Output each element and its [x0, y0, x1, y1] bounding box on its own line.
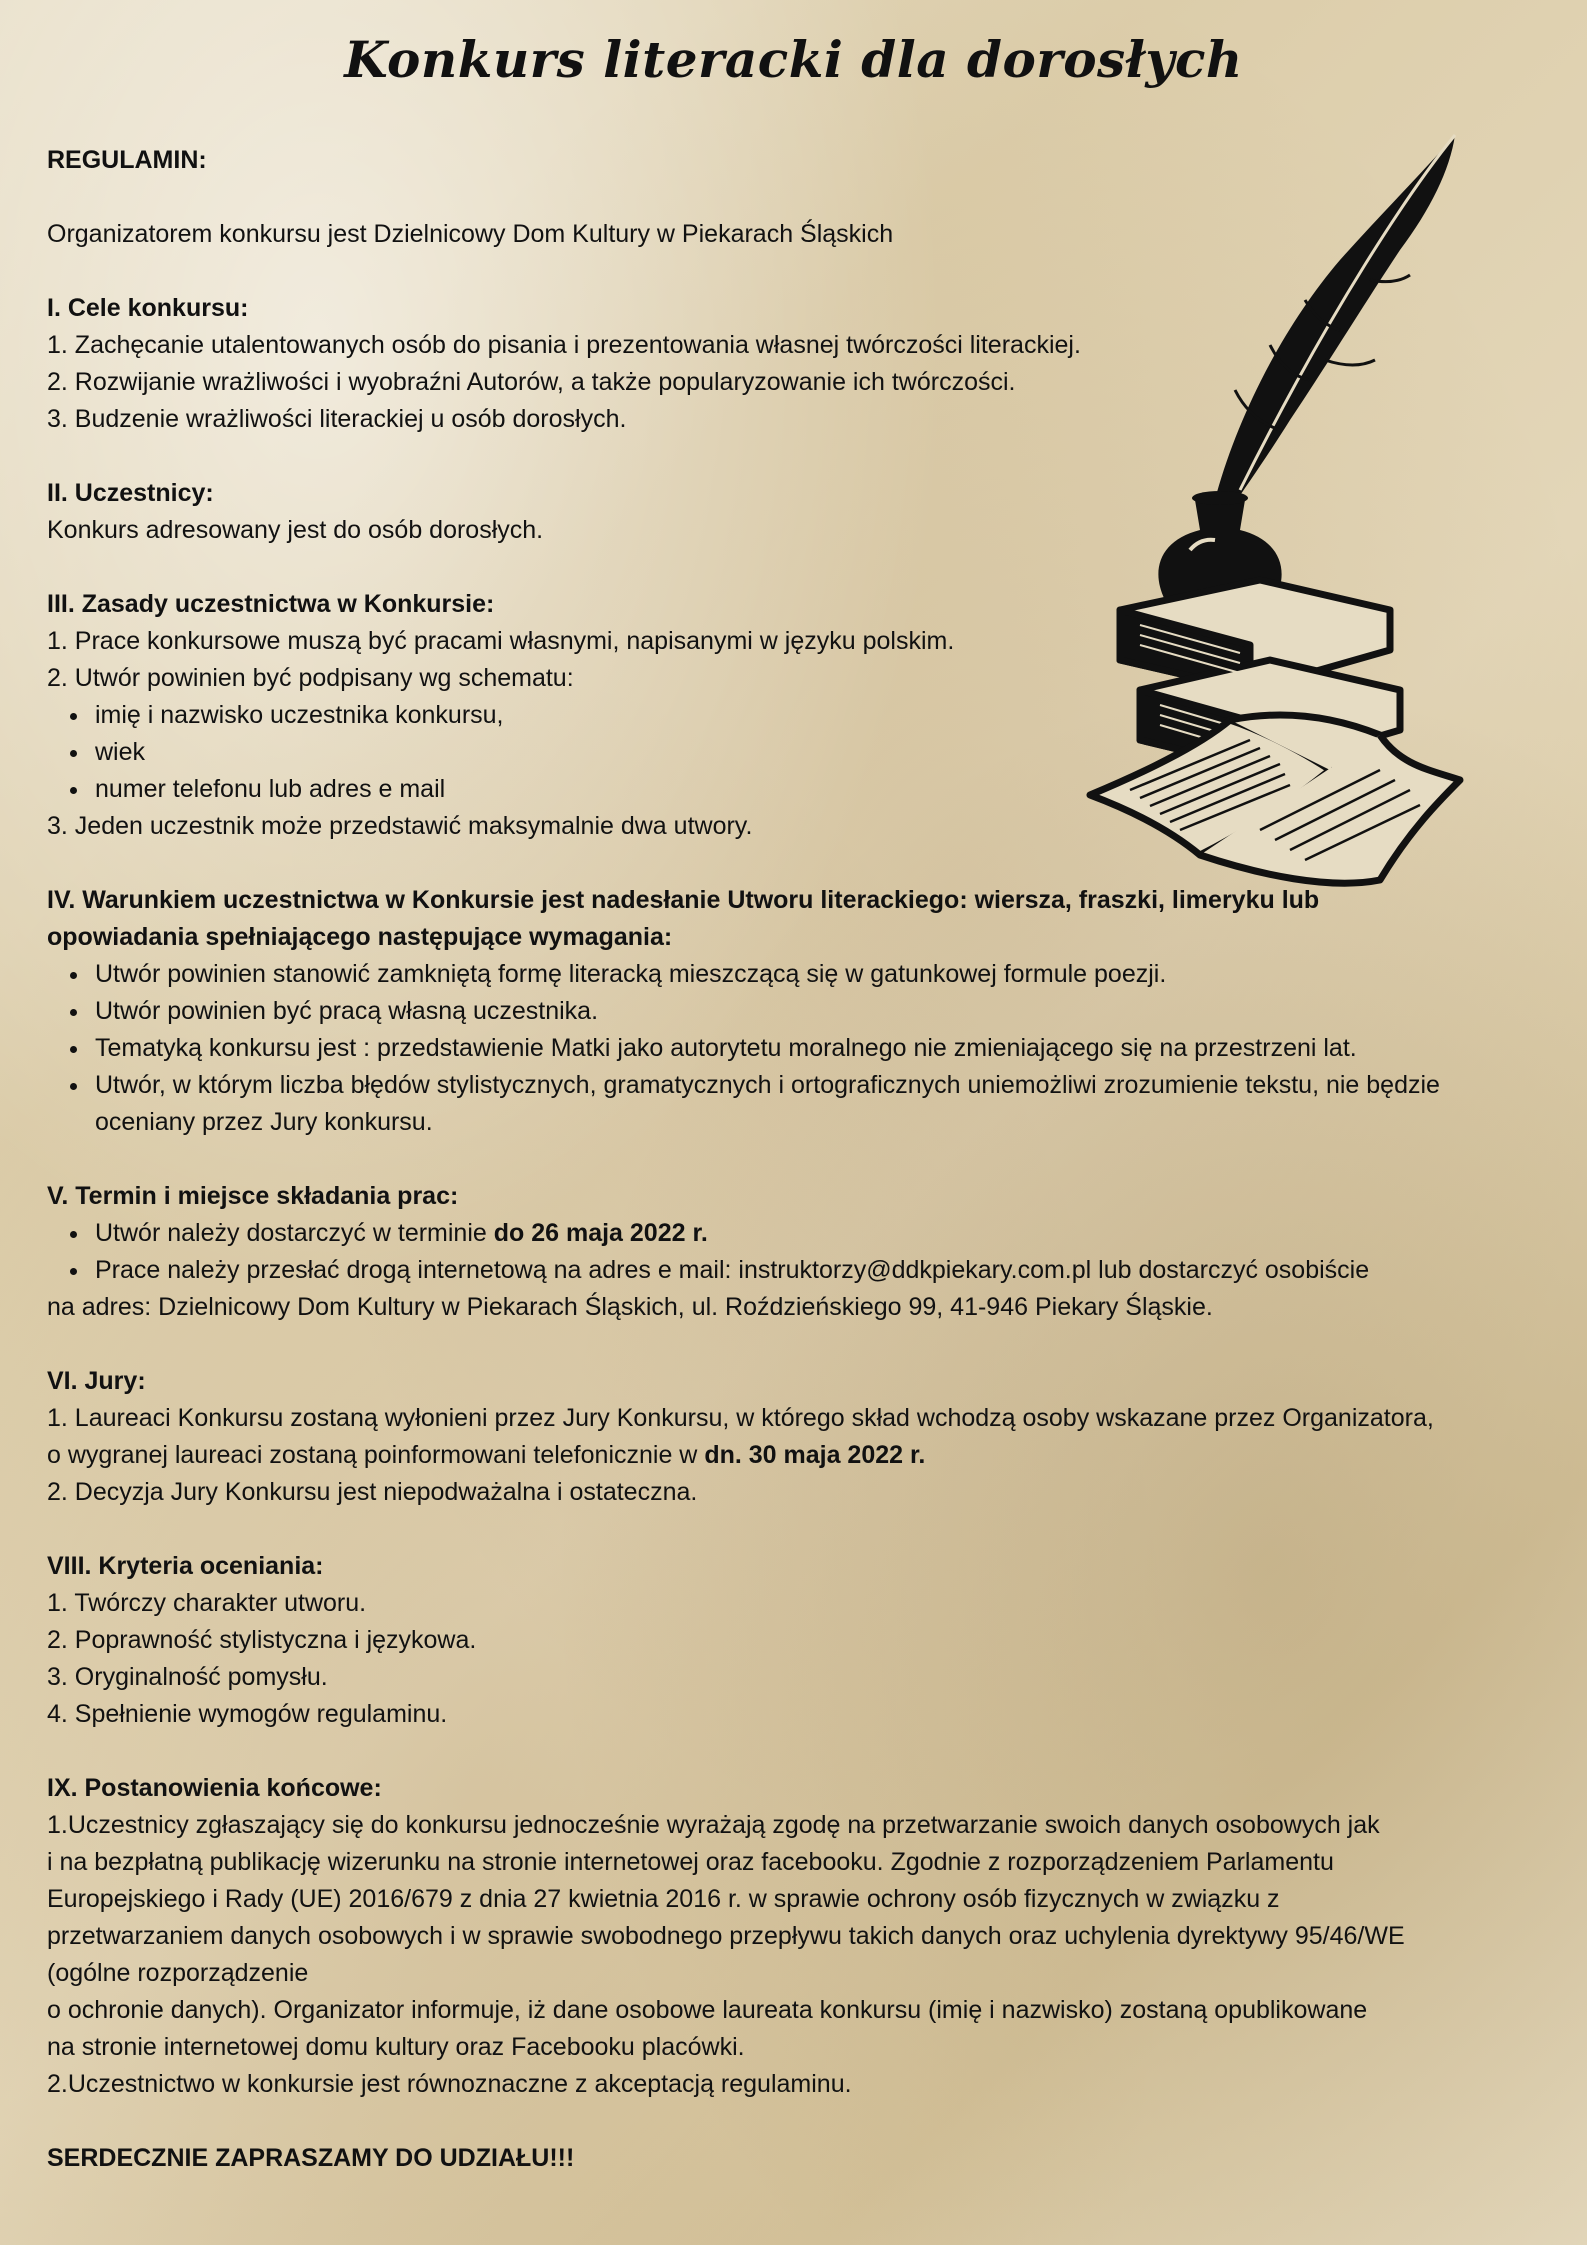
jury-notice-date: dn. 30 maja 2022 r.	[704, 1441, 926, 1469]
criteria-item: 2. Poprawność stylistyczna i językowa.	[47, 1626, 477, 1654]
section-3-item: 2. Utwór powinien być podpisany wg schematu:	[47, 664, 574, 692]
section-4-heading-cont: opowiadania spełniającego następujące wymagania:	[47, 923, 673, 951]
organizer-text: Organizatorem konkursu jest Dzielnicowy Dom Kultury w Piekarach Śląskich	[47, 220, 894, 248]
criteria-item: 4. Spełnienie wymogów regulaminu.	[47, 1700, 448, 1728]
section-1-item: 2. Rozwijanie wrażliwości i wyobraźni Autorów, a także popularyzowanie ich twórczości.	[47, 368, 1016, 396]
list-item	[91, 1215, 1537, 1252]
list-item: • Prace należy przesłać drogą internetową na adres e mail: instruktorzy@ddkpiekary.com.pl lub dostarczyć osobiście	[91, 1252, 1537, 1289]
final-provisions-line: 1.Uczestnicy zgłaszający się do konkursu jednocześnie wyrażają zgodę na przetwarzanie swoich danych osobowych jak	[47, 1811, 1380, 1839]
final-provisions-line: przetwarzaniem danych osobowych i w sprawie swobodnego przepływu takich danych oraz uchylenia dyrektywy 95/46/WE	[47, 1922, 1405, 1950]
closing-invitation: SERDECZNIE ZAPRASZAMY DO UDZIAŁU!!!	[47, 2144, 575, 2172]
final-provisions-line: (ogólne rozporządzenie	[47, 1959, 309, 1987]
list-item: • imię i nazwisko uczestnika konkursu,	[91, 697, 1537, 734]
section-4-heading: IV. Warunkiem uczestnictwa w Konkursie jest nadesłanie Utworu literackiego: wiersza, fraszki, limeryku lub	[47, 886, 1320, 914]
section-6-line: 1. Laureaci Konkursu zostaną wyłonieni przez Jury Konkursu, w którego skład wchodzą osoby wskazane przez Organizatora,	[47, 1404, 1434, 1432]
list-item: • Tematyką konkursu jest : przedstawienie Matki jako autorytetu moralnego nie zmieniającego się na przestrzeni lat.	[91, 1030, 1537, 1067]
rules-content	[47, 142, 1537, 2177]
final-provisions-line: Europejskiego i Rady (UE) 2016/679 z dnia 27 kwietnia 2016 r. w sprawie ochrony osób fizycznych w związku z	[47, 1885, 1280, 1913]
section-3-item: 1. Prace konkursowe muszą być pracami własnymi, napisanymi w języku polskim.	[47, 627, 955, 655]
page-title: Konkurs literacki dla dorosłych	[344, 30, 1243, 89]
list-item: • wiek	[91, 734, 1537, 771]
deadline-text: Utwór należy dostarczyć w terminie	[95, 1219, 494, 1247]
final-provisions-line: o ochronie danych). Organizator informuje, iż dane osobowe laureata konkursu (imię i nazwisko) zostaną opublikowane	[47, 1996, 1368, 2024]
section-2-heading: II. Uczestnicy:	[47, 479, 214, 507]
criteria-item: 3. Oryginalność pomysłu.	[47, 1663, 328, 1691]
deadline-list	[47, 1215, 1537, 1289]
list-item: • numer telefonu lub adres e mail	[91, 771, 1537, 808]
final-provisions-line: i na bezpłatną publikację wizerunku na stronie internetowej oraz facebooku. Zgodnie z rozporządzeniem Parlamentu	[47, 1848, 1334, 1876]
criteria-item: 1. Twórczy charakter utworu.	[47, 1589, 367, 1617]
signature-scheme-list	[47, 697, 1537, 808]
list-item: • Utwór, w którym liczba błędów stylistycznych, gramatycznych i ortograficznych uniemożliwi zrozumienie tekstu, nie będzie oceniany przez Jury konkursu.	[91, 1067, 1537, 1141]
section-8-heading: VIII. Kryteria oceniania:	[47, 1552, 324, 1580]
section-2-text: Konkurs adresowany jest do osób dorosłych.	[47, 516, 544, 544]
section-9-heading: IX. Postanowienia końcowe:	[47, 1774, 382, 1802]
regulamin-heading: REGULAMIN:	[47, 146, 207, 174]
section-3-heading: III. Zasady uczestnictwa w Konkursie:	[47, 590, 495, 618]
section-6-heading: VI. Jury:	[47, 1367, 146, 1395]
section-1-item: 3. Budzenie wrażliwości literackiej u osób dorosłych.	[47, 405, 627, 433]
jury-notice-text: o wygranej laureaci zostaną poinformowani telefonicznie w	[47, 1441, 705, 1469]
final-provisions-line: 2.Uczestnictwo w konkursie jest równoznaczne z akceptacją regulaminu.	[47, 2070, 852, 2098]
list-item: • Utwór powinien stanowić zamkniętą formę literacką mieszczącą się w gatunkowej formule poezji.	[91, 956, 1537, 993]
list-item: • Utwór powinien być pracą własną uczestnika.	[91, 993, 1537, 1030]
section-3-item: 3. Jeden uczestnik może przedstawić maksymalnie dwa utwory.	[47, 812, 753, 840]
address-text: na adres: Dzielnicowy Dom Kultury w Piekarach Śląskich, ul. Roździeńskiego 99, 41-946 Piekary Śląskie.	[47, 1293, 1213, 1321]
deadline-date: do 26 maja 2022 r.	[493, 1219, 708, 1247]
section-1-item: 1. Zachęcanie utalentowanych osób do pisania i prezentowania własnej twórczości literackiej.	[47, 331, 1081, 359]
section-6-line	[47, 1437, 1537, 1474]
requirements-list	[47, 956, 1537, 1141]
section-6-line: 2. Decyzja Jury Konkursu jest niepodważalna i ostateczna.	[47, 1478, 698, 1506]
section-1-heading: I. Cele konkursu:	[47, 294, 249, 322]
section-5-heading: V. Termin i miejsce składania prac:	[47, 1182, 459, 1210]
final-provisions-line: na stronie internetowej domu kultury oraz Facebooku placówki.	[47, 2033, 745, 2061]
